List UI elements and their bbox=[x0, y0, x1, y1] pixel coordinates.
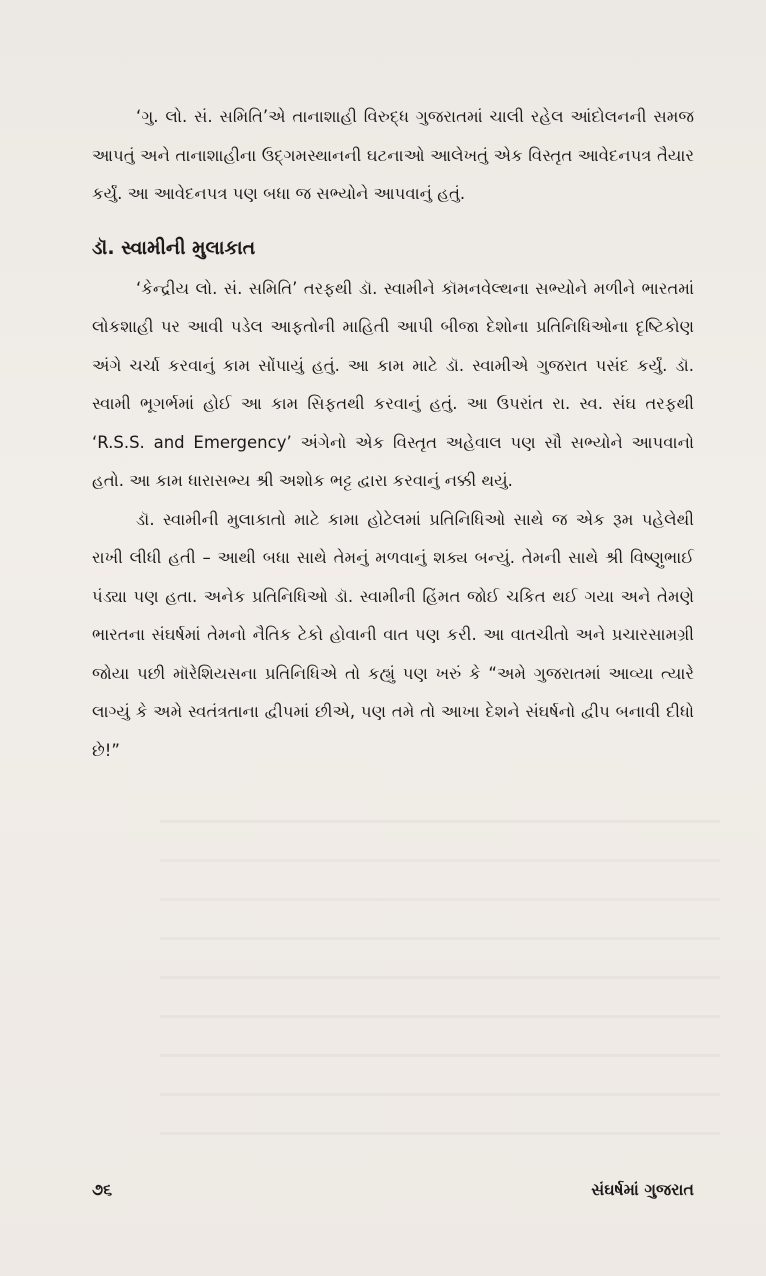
paragraph-1: ‘ગુ. લો. સં. સમિતિ’એ તાનાશાહી વિરુદ્ધ ગુજરાતમાં ચાલી રહેલ આંદોલનની સમજ આપતું અને તાનાશાહીના ઉદ્ગમસ્થાનની ઘટનાઓ આલેખતું એક વિસ્તૃત આવેદનપત્ર તૈયાર કર્યું. આ આવેદનપત્ર પણ બધા જ સભ્યોને આપવાનું હતું. bbox=[92, 107, 694, 203]
paragraph-2: ‘કેન્દ્રીય લો. સં. સમિતિ’ તરફથી ડૉ. સ્વામીને કૉમનવેલ્થના સભ્યોને મળીને ભારતમાં લોકશાહી પર આવી પડેલ આફતોની માહિતી આપી બીજા દેશોના પ્રતિનિધિઓના દૃષ્ટિકોણ અંગે ચર્ચા કરવાનું કામ સોંપાયું હતું. આ કામ માટે ડૉ. સ્વામીએ ગુજરાત પસંદ કર્યું. ડૉ. સ્વામી ભૂગર્ભમાં હોઈ આ કામ સિફતથી કરવાનું હતું. આ ઉપરાંત રા. સ્વ. સંઘ તરફથી ‘R.S.S. and Emergency’ અંગેનો એક વિસ્તૃત અહેવાલ પણ સૌ સભ્યોને આપવાનો હતો. આ કામ ધારાસભ્ય શ્રી અશોક ભટ્ટ દ્વારા કરવાનું નક્કી થયું. bbox=[92, 278, 694, 490]
page-number: ૭૬ bbox=[92, 1180, 113, 1199]
page-footer bbox=[92, 1180, 694, 1200]
page-body bbox=[92, 98, 694, 770]
paragraph-3: ડૉ. સ્વામીની મુલાકાતો માટે કામા હોટેલમાં પ્રતિનિધિઓ સાથે જ એક રૂમ પહેલેથી રાખી લીધી હતી – આથી બધા સાથે તેમનું મળવાનું શક્ય બન્યું. તેમની સાથે શ્રી વિષ્ણુભાઈ પંડ્યા પણ હતા. અનેક પ્રતિનિધિઓ ડૉ. સ્વામીની હિંમત જોઈ ચકિત થઈ ગયા અને તેમણે ભારતના સંઘર્ષમાં તેમનો નૈતિક ટેકો હોવાની વાત પણ કરી. આ વાતચીતો અને પ્રચારસામગ્રી જોયા પછી મૉરેશિયસના પ્રતિનિધિએ તો કહ્યું પણ ખરું કે “અમે ગુજરાતમાં આવ્યા ત્યારે લાગ્યું કે અમે સ્વતંત્રતાના દ્વીપમાં છીએ, પણ તમે તો આખા દેશને સંઘર્ષનો દ્વીપ બનાવી દીધો છે!” bbox=[92, 509, 694, 760]
show-through-texture bbox=[160, 820, 720, 1150]
running-title: સંઘર્ષમાં ગુજરાત bbox=[591, 1180, 694, 1199]
section-heading: ડૉ. સ્વામીની મુલાકાત bbox=[92, 236, 256, 259]
